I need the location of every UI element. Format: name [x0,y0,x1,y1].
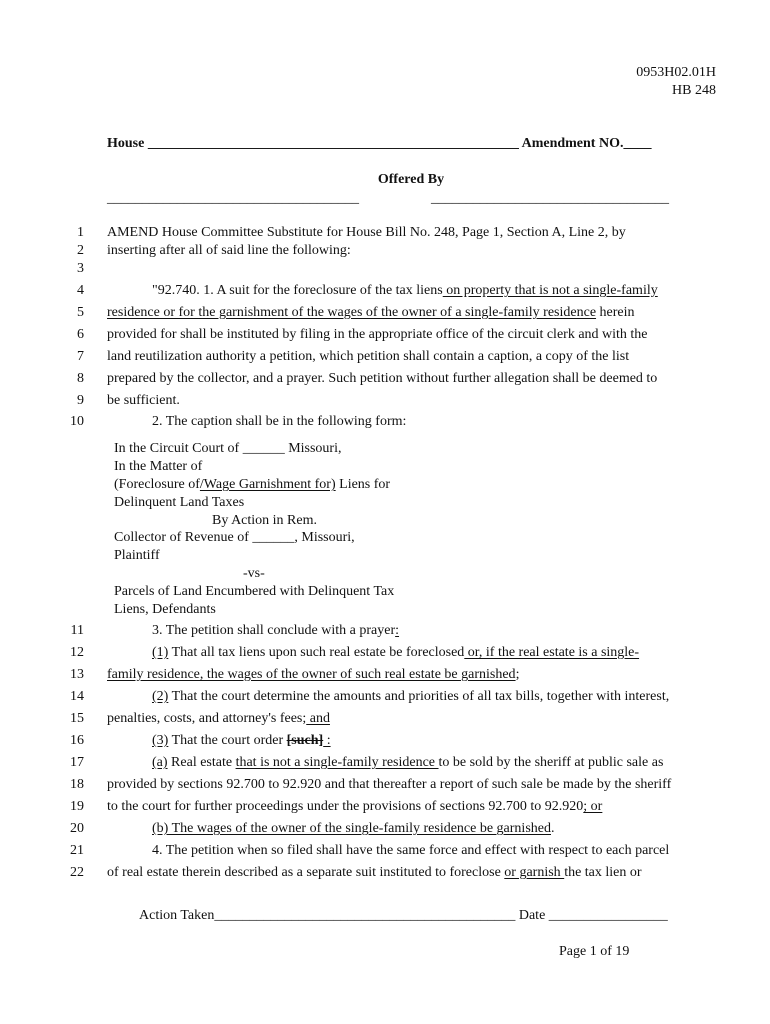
line-number: 3 [77,261,84,276]
line-number: 13 [70,667,84,682]
body-text: herein [596,305,635,320]
inserted-text: or, if the real estate is a single- [464,645,640,660]
body-line: provided by sections 92.700 to 92.920 and that thereafter a report of such sale be made by the sheriff [107,777,672,792]
house-label: House [107,136,145,151]
line-number: 2 [77,243,84,258]
inserted-text: (a) [152,755,168,770]
body-text: That the court order [168,733,287,748]
offered-by-blank-right: __________________________________ [431,191,669,206]
action-taken-blank: ___________________________________________ [214,908,516,923]
amendment-number-blank: ____ [623,136,652,151]
body-line: inserting after all of said line the following: [107,243,351,258]
inserted-text: : [395,623,400,638]
line-number: 14 [70,689,84,704]
body-line [107,821,555,837]
line-number: 19 [70,799,84,814]
inserted-text: ; or [583,799,603,814]
inserted-text: and [306,711,330,726]
line-number: 4 [77,283,84,298]
caption-text: (Foreclosure of [114,477,200,492]
caption-line: Parcels of Land Encumbered with Delinquent Tax [114,584,395,599]
line-number: 21 [70,843,84,858]
body-text: penalties, costs, and attorney's fees; [107,711,307,726]
line-number: 22 [70,865,84,880]
caption-line: Collector of Revenue of ______, Missouri, [114,530,355,545]
body-line [107,799,602,815]
line-number: 10 [70,414,84,429]
line-number: 18 [70,777,84,792]
body-text: "92.740. 1. A suit for the foreclosure of the tax liens [152,283,443,298]
action-taken-label: Action Taken [139,908,215,923]
body-line: provided for shall be instituted by filing in the appropriate office of the circuit clerk and with the [107,327,648,342]
body-text: That all tax liens upon such real estate be foreclosed [168,645,465,660]
line-number: 1 [77,225,84,240]
body-text: . [551,821,555,836]
inserted-text: (1) [152,645,169,660]
inserted-text: : [323,733,331,748]
body-line: AMEND House Committee Substitute for House Bill No. 248, Page 1, Section A, Line 2, by [107,225,626,240]
inserted-text: that is not a single-family residence [235,755,439,770]
body-text: That the court determine the amounts and priorities of all tax bills, together with interest, [168,689,670,704]
inserted-text: (b) The wages of the owner of the single-family residence be garnished [152,821,551,836]
caption-text: Liens for [335,477,391,492]
line-number: 20 [70,821,84,836]
line-number: 5 [77,305,84,320]
body-line: land reutilization authority a petition, which petition shall contain a caption, a copy of the list [107,349,630,364]
bill-number: HB 248 [672,83,716,98]
date-blank: _________________ [548,908,668,923]
body-line [107,711,330,727]
line-number: 15 [70,711,84,726]
body-line [107,667,519,683]
body-line [107,865,642,881]
house-amendment-line [107,136,651,152]
body-text: of real estate therein described as a separate suit instituted to foreclose [107,865,505,880]
line-number: 9 [77,393,84,408]
inserted-text: family residence, the wages of the owner of such real estate be garnished [107,667,516,682]
page-number: Page 1 of 19 [559,944,630,959]
body-line [107,283,658,299]
inserted-text: (3) [152,733,169,748]
body-line: prepared by the collector, and a prayer. Such petition without further allegation shall be deemed to [107,371,658,386]
offered-by-blank-left: ____________________________________ [107,191,359,206]
body-line [107,755,663,771]
date-label: Date [518,908,546,923]
body-line [107,689,669,705]
body-line [107,733,331,749]
body-line: 4. The petition when so filed shall have the same force and effect with respect to each parcel [152,843,670,858]
inserted-text: /Wage Garnishment for) [199,477,336,492]
caption-line: Liens, Defendants [114,602,216,617]
amendment-label: Amendment NO. [521,136,624,151]
caption-line: Plaintiff [114,548,160,563]
body-text: 3. The petition shall conclude with a prayer [152,623,396,638]
line-number: 11 [70,623,84,638]
line-number: 7 [77,349,84,364]
body-text: ; [515,667,520,682]
line-number: 6 [77,327,84,342]
body-text: the tax lien or [564,865,642,880]
caption-line: In the Matter of [114,459,203,474]
inserted-text: residence or for the garnishment of the wages of the owner of a single-family residence [107,305,597,320]
line-number: 12 [70,645,84,660]
caption-line: Delinquent Land Taxes [114,495,245,510]
house-blank: _____________________________________________________ [147,136,519,151]
body-line [107,305,635,321]
line-number: 17 [70,755,84,770]
line-number: 8 [77,371,84,386]
caption-line [114,476,390,494]
body-line: 2. The caption shall be in the following form: [152,414,407,429]
line-number: 16 [70,733,84,748]
bill-code: 0953H02.01H [636,65,716,80]
body-line: be sufficient. [107,393,180,408]
body-line [107,645,639,661]
body-text: Real estate [167,755,236,770]
deleted-text: [such] [286,733,324,748]
caption-line: -vs- [243,566,265,581]
inserted-text: on property that is not a single-family [442,283,658,298]
inserted-text: (2) [152,689,169,704]
action-taken-line [139,908,668,924]
caption-line: By Action in Rem. [212,513,317,528]
caption-line: In the Circuit Court of ______ Missouri, [114,441,342,456]
offered-by-label: Offered By [377,172,445,187]
body-line [107,623,399,639]
inserted-text: or garnish [504,865,565,880]
body-text: to the court for further proceedings under the provisions of sections 92.700 to 92.920 [107,799,584,814]
body-text: to be sold by the sheriff at public sale as [438,755,664,770]
